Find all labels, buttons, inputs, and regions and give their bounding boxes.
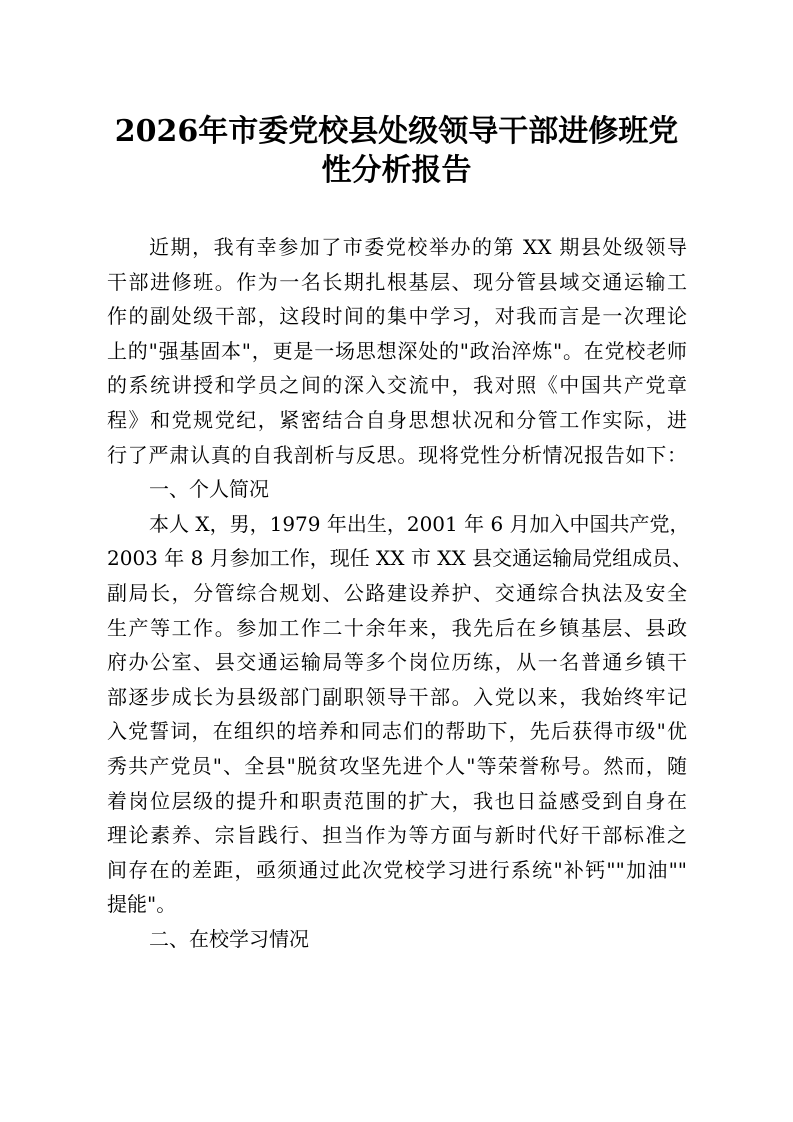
section-heading-1: 一、个人简况 [149,477,269,502]
text-line: 提能"。 [107,892,177,917]
text-line: 行了严肃认真的自我剖析与反思。现将党性分析情况报告如下： [107,442,687,467]
section-heading-2: 二、在校学习情况 [149,926,309,951]
text-line: 上的"强基固本"，更是一场思想深处的"政治淬炼"。在党校老师 [107,338,687,363]
text-line: 秀共产党员"、全县"脱贫攻坚先进个人"等荣誉称号。然而，随 [107,753,687,778]
text-line: 府办公室、县交通运输局等多个岗位历练，从一名普通乡镇干 [107,650,687,675]
title-line-1: 2026年市委党校县处级领导干部进修班党 [114,114,679,149]
text-line: 部逐步成长为县级部门副职领导干部。入党以来，我始终牢记 [107,684,687,709]
text-line: 生产等工作。参加工作二十余年来，我先后在乡镇基层、县政 [107,615,687,640]
text-line: 2003 年 8 月参加工作，现任 XX 市 XX 县交通运输局党组成员、 [107,546,693,571]
text-line: 作的副处级干部，这段时间的集中学习，对我而言是一次理论 [107,304,687,329]
text-line: 入党誓词，在组织的培养和同志们的帮助下，先后获得市级"优 [107,719,687,744]
text-line: 本人 X，男，1979 年出生，2001 年 6 月加入中国共产党， [149,511,690,536]
text-line: 干部进修班。作为一名长期扎根基层、现分管县域交通运输工 [107,269,687,294]
document-title [100,112,693,190]
text-line: 间存在的差距，亟须通过此次党校学习进行系统"补钙""加油"" [107,857,687,882]
text-line: 着岗位层级的提升和职责范围的扩大，我也日益感受到自身在 [107,788,687,813]
text-line: 的系统讲授和学员之间的深入交流中，我对照《中国共产党章 [107,373,687,398]
title-line-2: 性分析报告 [321,153,472,188]
profile-paragraph [107,507,693,922]
intro-paragraph [107,230,687,472]
text-line: 程》和党规党纪，紧密结合自身思想状况和分管工作实际，进 [107,407,687,432]
text-line: 理论素养、宗旨践行、担当作为等方面与新时代好干部标准之 [107,823,687,848]
text-line: 副局长，分管综合规划、公路建设养护、交通综合执法及安全 [107,580,687,605]
document-body [107,230,693,956]
text-line: 近期，我有幸参加了市委党校举办的第 XX 期县处级领导 [149,235,687,259]
